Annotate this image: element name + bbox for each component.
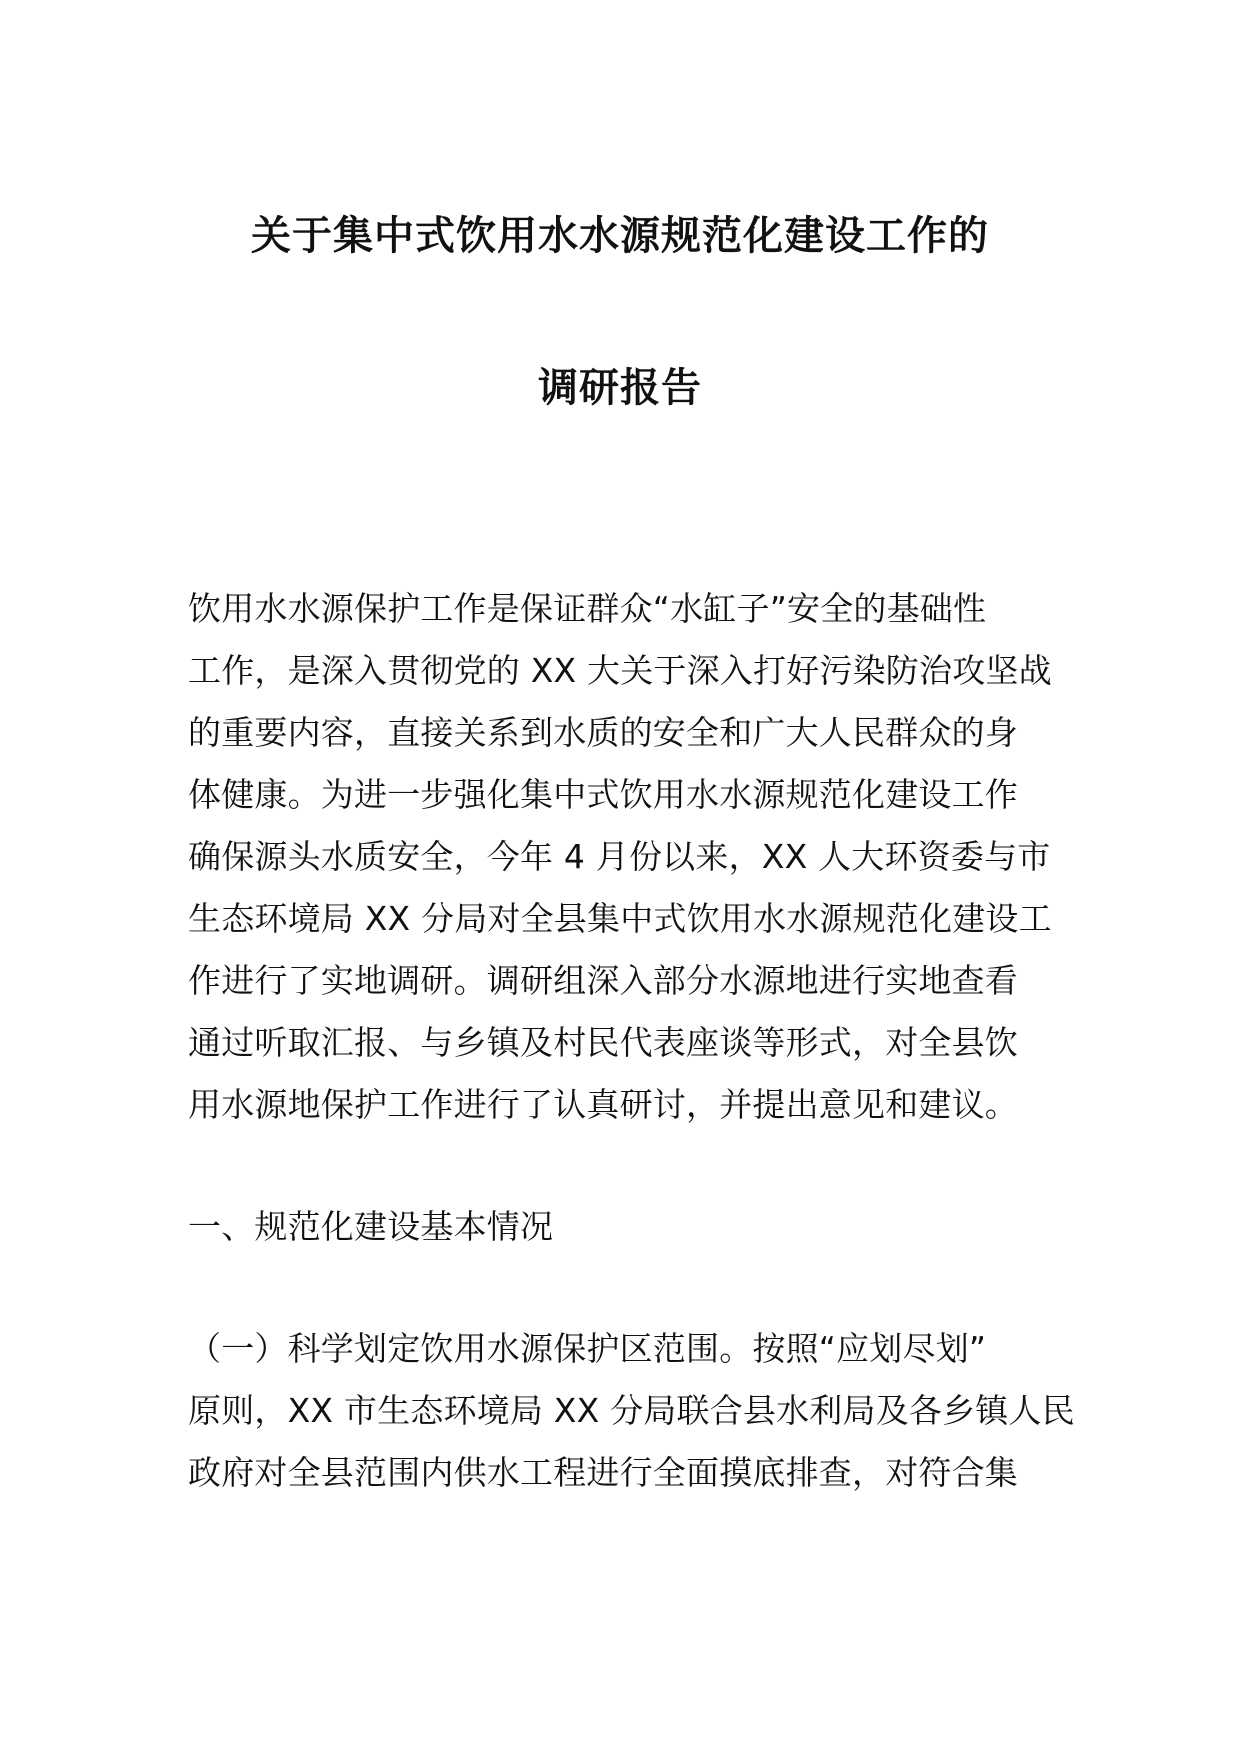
subsection-paragraph-line: 政府对全县范围内供水工程进行全面摸底排查，对符合集	[188, 1453, 1018, 1492]
intro-paragraph-line: 的重要内容，直接关系到水质的安全和广大人民群众的身	[188, 713, 1018, 752]
intro-paragraph-line: 用水源地保护工作进行了认真研讨，并提出意见和建议。	[188, 1085, 1018, 1124]
document-title-line-2: 调研报告	[538, 365, 702, 411]
subsection-paragraph-line: （一）科学划定饮用水源保护区范围。按照“应划尽划”	[188, 1329, 987, 1368]
document-title-line-1: 关于集中式饮用水水源规范化建设工作的	[251, 213, 989, 259]
intro-paragraph-line: 生态环境局 XX 分局对全县集中式饮用水水源规范化建设工	[188, 899, 1052, 938]
intro-paragraph-line: 体健康。为进一步强化集中式饮用水水源规范化建设工作	[188, 775, 1018, 814]
intro-paragraph-line: 作进行了实地调研。调研组深入部分水源地进行实地查看	[188, 961, 1018, 1000]
subsection-paragraph-line: 原则，XX 市生态环境局 XX 分局联合县水利局及各乡镇人民	[188, 1391, 1075, 1430]
intro-paragraph-line: 通过听取汇报、与乡镇及村民代表座谈等形式，对全县饮	[188, 1023, 1018, 1062]
section-heading: 一、规范化建设基本情况	[188, 1207, 554, 1246]
intro-paragraph-line: 确保源头水质安全，今年 4 月份以来，XX 人大环资委与市	[188, 837, 1051, 876]
intro-paragraph-line: 饮用水水源保护工作是保证群众“水缸子”安全的基础性	[188, 589, 987, 628]
intro-paragraph-line: 工作，是深入贯彻党的 XX 大关于深入打好污染防治攻坚战	[188, 651, 1052, 690]
